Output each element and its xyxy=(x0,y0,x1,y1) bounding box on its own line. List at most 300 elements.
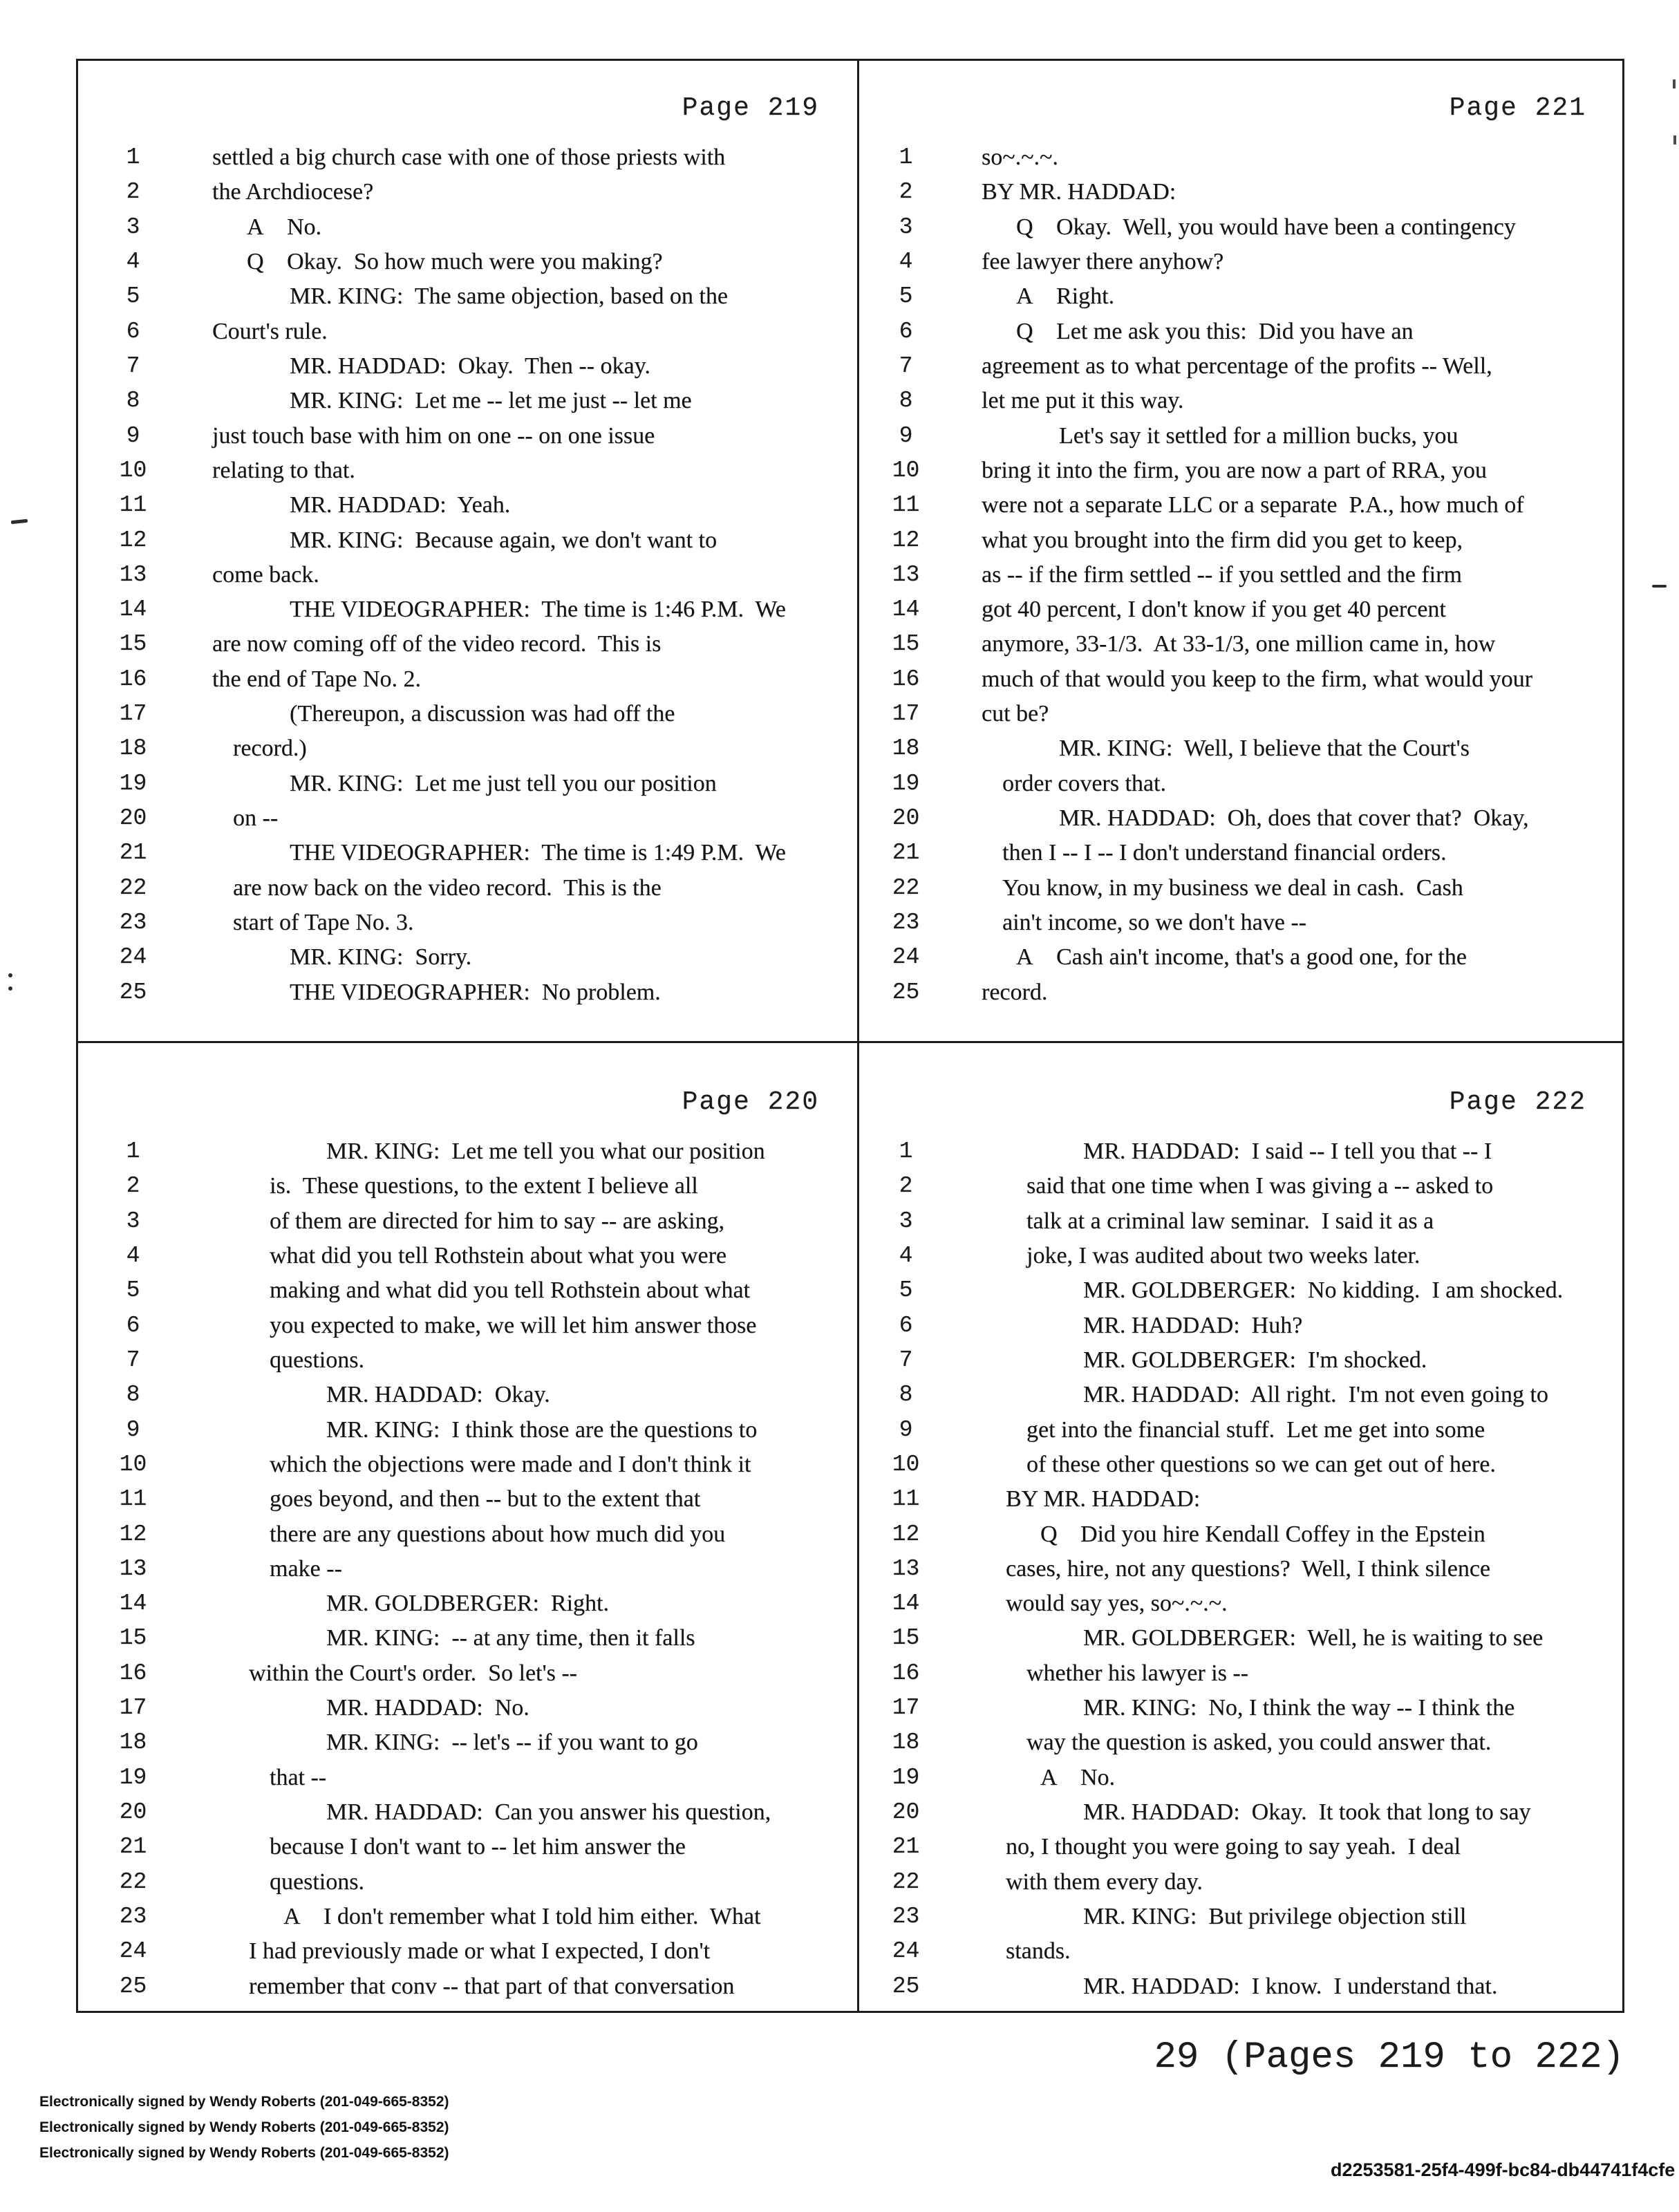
line-text: MR. HADDAD: I know. I understand that. xyxy=(1083,1974,1498,1999)
line-text: as -- if the firm settled -- if you settled and the firm xyxy=(982,562,1462,588)
line-number: 14 xyxy=(892,1591,920,1616)
transcript-line xyxy=(76,175,857,210)
line-text: let me put it this way. xyxy=(982,388,1184,413)
line-text: the end of Tape No. 2. xyxy=(212,666,421,692)
line-text: THE VIDEOGRAPHER: The time is 1:49 P.M. We xyxy=(290,840,786,865)
line-number: 21 xyxy=(892,840,920,865)
page-header: Page 222 xyxy=(1449,1087,1586,1117)
line-text: joke, I was audited about two weeks later. xyxy=(1026,1243,1420,1268)
transcript-line xyxy=(859,419,1624,454)
line-text: the Archdiocese? xyxy=(212,179,374,205)
transcript-page-222 xyxy=(859,1043,1624,2010)
transcript-line xyxy=(859,731,1624,767)
transcript-line xyxy=(76,1830,857,1865)
line-number: 4 xyxy=(126,1243,140,1268)
line-number: 22 xyxy=(119,875,147,901)
line-text: making and what did you tell Rothstein about what xyxy=(270,1277,751,1303)
transcript-line xyxy=(859,523,1624,559)
line-text: fee lawyer there anyhow? xyxy=(982,249,1224,274)
line-number: 21 xyxy=(119,1834,147,1859)
line-text: A No. xyxy=(1040,1761,1115,1795)
line-number: 1 xyxy=(126,144,140,170)
line-number: 21 xyxy=(119,840,147,865)
transcript-line xyxy=(859,453,1624,489)
line-text: bring it into the firm, you are now a part of RRA, you xyxy=(982,458,1487,483)
transcript-line xyxy=(76,488,857,523)
line-number: 11 xyxy=(119,1486,147,1512)
transcript-line xyxy=(859,1830,1624,1865)
line-text: which the objections were made and I don't think it xyxy=(270,1452,751,1477)
transcript-line xyxy=(859,1865,1624,1900)
transcript-line xyxy=(859,1482,1624,1517)
line-text: way the question is asked, you could answer that. xyxy=(1026,1730,1492,1755)
line-number: 8 xyxy=(899,1382,913,1407)
line-text: get into the financial stuff. Let me get into some xyxy=(1026,1417,1485,1443)
transcript-line xyxy=(76,1239,857,1274)
line-number: 12 xyxy=(119,527,147,553)
line-text: MR. KING: Let me tell you what our position xyxy=(326,1138,765,1164)
line-number: 20 xyxy=(892,1799,920,1825)
line-number: 12 xyxy=(892,527,920,553)
line-text: talk at a criminal law seminar. I said it as a xyxy=(1026,1208,1434,1234)
line-number: 24 xyxy=(892,1938,920,1964)
line-number: 17 xyxy=(119,701,147,727)
line-text: come back. xyxy=(212,562,319,588)
line-number: 21 xyxy=(892,1834,920,1859)
line-text: Q Okay. Well, you would have been a contingency xyxy=(1016,210,1516,245)
line-text: is. These questions, to the extent I believe all xyxy=(270,1173,698,1199)
line-text: were not a separate LLC or a separate P.A., how much of xyxy=(982,492,1524,518)
transcript-line xyxy=(859,836,1624,871)
line-text: within the Court's order. So let's -- xyxy=(249,1660,577,1686)
line-text: A Cash ain't income, that's a good one, for the xyxy=(1016,940,1467,975)
line-number: 10 xyxy=(119,458,147,483)
line-text: MR. GOLDBERGER: Well, he is waiting to see xyxy=(1083,1625,1544,1651)
scan-artifact-colon-left xyxy=(8,973,12,977)
transcript-line xyxy=(859,1413,1624,1448)
line-text: A No. xyxy=(247,210,321,245)
line-number: 5 xyxy=(899,1277,913,1303)
transcript-line xyxy=(859,384,1624,419)
transcript-line xyxy=(76,1969,857,2005)
line-text: much of that would you keep to the firm, what would your xyxy=(982,666,1532,692)
line-number: 2 xyxy=(899,179,913,205)
transcript-line xyxy=(76,1552,857,1587)
line-number: 23 xyxy=(119,1904,147,1929)
transcript-line xyxy=(76,245,857,280)
line-number: 20 xyxy=(119,805,147,831)
transcript-line xyxy=(76,1621,857,1656)
transcript-line xyxy=(859,1447,1624,1483)
transcript-line xyxy=(76,767,857,802)
line-text: whether his lawyer is -- xyxy=(1026,1660,1249,1686)
line-number: 24 xyxy=(119,1938,147,1964)
line-text: anymore, 33-1/3. At 33-1/3, one million came in, how xyxy=(982,631,1496,657)
line-number: 1 xyxy=(899,144,913,170)
line-number: 4 xyxy=(126,249,140,274)
line-text: cases, hire, not any questions? Well, I think silence xyxy=(1006,1556,1491,1582)
line-text: A I don't remember what I told him either. What xyxy=(283,1900,760,1934)
line-text: MR. KING: The same objection, based on the xyxy=(290,283,728,309)
transcript-line xyxy=(76,1934,857,1969)
signature-block xyxy=(39,2089,449,2166)
line-text: MR. KING: Well, I believe that the Court's xyxy=(1059,735,1470,761)
line-text: A Right. xyxy=(1016,279,1114,314)
line-text: MR. KING: -- let's -- if you want to go xyxy=(326,1730,698,1755)
line-text: said that one time when I was giving a -- asked to xyxy=(1026,1173,1494,1199)
line-number: 15 xyxy=(119,1625,147,1651)
transcript-line xyxy=(76,1169,857,1204)
qa-prefix: Q xyxy=(1016,319,1033,344)
line-text: MR. HADDAD: No. xyxy=(326,1695,529,1721)
line-text: MR. KING: -- at any time, then it falls xyxy=(326,1625,695,1651)
line-number: 4 xyxy=(899,1243,913,1268)
line-number: 5 xyxy=(126,283,140,309)
line-text: MR. HADDAD: Yeah. xyxy=(290,492,511,518)
line-number: 7 xyxy=(899,1347,913,1373)
line-number: 1 xyxy=(899,1138,913,1164)
transcript-line xyxy=(76,906,857,941)
line-number: 11 xyxy=(892,1486,920,1512)
transcript-line xyxy=(76,975,857,1011)
line-text: Q Did you hire Kendall Coffey in the Epstein xyxy=(1040,1517,1485,1552)
line-text: just touch base with him on one -- on one issue xyxy=(212,423,655,449)
line-number: 25 xyxy=(119,1974,147,1999)
line-number: 23 xyxy=(892,1904,920,1929)
transcript-line xyxy=(859,1795,1624,1830)
transcript-line xyxy=(859,662,1624,697)
transcript-line xyxy=(76,1761,857,1796)
line-number: 7 xyxy=(126,353,140,379)
transcript-line xyxy=(76,558,857,593)
line-text: what did you tell Rothstein about what you were xyxy=(270,1243,726,1268)
line-number: 22 xyxy=(892,875,920,901)
line-text: are now back on the video record. This is the xyxy=(233,875,662,901)
transcript-line xyxy=(76,1900,857,1935)
transcript-line xyxy=(859,1343,1624,1378)
line-number: 20 xyxy=(119,1799,147,1825)
line-text: with them every day. xyxy=(1006,1869,1203,1895)
line-number: 1 xyxy=(126,1138,140,1164)
line-text: ain't income, so we don't have -- xyxy=(1002,910,1306,935)
line-text: no, I thought you were going to say yeah. I deal xyxy=(1006,1834,1461,1859)
transcript-line xyxy=(859,871,1624,906)
line-text: would say yes, so~.~.~. xyxy=(1006,1591,1228,1616)
transcript-line xyxy=(76,1795,857,1830)
transcript-line xyxy=(859,1517,1624,1553)
line-text: of these other questions so we can get out of here. xyxy=(1026,1452,1496,1477)
transcript-line xyxy=(76,384,857,419)
transcript-line xyxy=(76,140,857,176)
qa-prefix: A xyxy=(1016,944,1033,970)
transcript-line xyxy=(76,1691,857,1726)
transcript-line xyxy=(859,1378,1624,1413)
line-text: MR. HADDAD: I said -- I tell you that -- I xyxy=(1083,1138,1492,1164)
line-text: (Thereupon, a discussion was had off the xyxy=(290,701,675,727)
transcript-line xyxy=(76,419,857,454)
line-number: 5 xyxy=(899,283,913,309)
line-number: 20 xyxy=(892,805,920,831)
line-number: 25 xyxy=(892,1974,920,1999)
transcript-line xyxy=(76,1204,857,1239)
transcript-line xyxy=(859,558,1624,593)
transcript-line xyxy=(859,488,1624,523)
transcript-line xyxy=(859,767,1624,802)
line-number: 13 xyxy=(892,562,920,588)
line-number: 16 xyxy=(892,1660,920,1686)
line-number: 9 xyxy=(899,423,913,449)
line-number: 3 xyxy=(899,214,913,240)
line-number: 9 xyxy=(126,1417,140,1443)
transcript-line xyxy=(859,940,1624,975)
line-number: 3 xyxy=(126,1208,140,1234)
line-text: questions. xyxy=(270,1869,364,1895)
line-number: 18 xyxy=(119,735,147,761)
transcript-line xyxy=(859,1169,1624,1204)
transcript-line xyxy=(859,975,1624,1011)
transcript-line xyxy=(76,1309,857,1344)
transcript-line xyxy=(76,523,857,559)
line-text: that -- xyxy=(270,1765,327,1790)
line-number: 23 xyxy=(892,910,920,935)
line-number: 14 xyxy=(119,597,147,622)
line-text: relating to that. xyxy=(212,458,355,483)
transcript-line xyxy=(76,1482,857,1517)
transcript-line xyxy=(76,836,857,871)
line-number: 6 xyxy=(126,1313,140,1338)
page-header: Page 220 xyxy=(682,1087,819,1117)
line-text: MR. KING: No, I think the way -- I think the xyxy=(1083,1695,1515,1721)
line-text: MR. KING: But privilege objection still xyxy=(1083,1904,1467,1929)
line-number: 2 xyxy=(126,1173,140,1199)
line-number: 14 xyxy=(892,597,920,622)
line-text: BY MR. HADDAD: xyxy=(982,179,1176,205)
line-number: 13 xyxy=(892,1556,920,1582)
line-number: 19 xyxy=(892,1765,920,1790)
transcript-line xyxy=(76,1134,857,1170)
footer-page-range: 29 (Pages 219 to 222) xyxy=(1154,2036,1624,2079)
transcript-line xyxy=(76,315,857,350)
line-text: MR. HADDAD: All right. I'm not even going to xyxy=(1083,1382,1548,1407)
transcript-line xyxy=(76,1586,857,1622)
line-text: got 40 percent, I don't know if you get 40 percent xyxy=(982,597,1446,622)
transcript-line xyxy=(76,801,857,836)
transcript-line xyxy=(76,1725,857,1761)
line-text: MR. HADDAD: Huh? xyxy=(1083,1313,1303,1338)
transcript-line xyxy=(859,1725,1624,1761)
line-text: are now coming off of the video record. This is xyxy=(212,631,662,657)
line-text: MR. KING: Because again, we don't want to xyxy=(290,527,717,553)
line-number: 7 xyxy=(899,353,913,379)
line-number: 11 xyxy=(119,492,147,518)
line-text: you expected to make, we will let him answer those xyxy=(270,1313,757,1338)
transcript-line xyxy=(76,1656,857,1691)
transcript-line xyxy=(76,697,857,732)
line-text: Let's say it settled for a million bucks, you xyxy=(1059,423,1458,449)
line-number: 12 xyxy=(119,1521,147,1547)
transcript-line xyxy=(76,627,857,662)
line-text: MR. HADDAD: Oh, does that cover that? Okay, xyxy=(1059,805,1529,831)
transcript-line xyxy=(859,1204,1624,1239)
line-text: goes beyond, and then -- but to the extent that xyxy=(270,1486,701,1512)
transcript-line xyxy=(859,1691,1624,1726)
line-number: 17 xyxy=(892,701,920,727)
transcript-line xyxy=(76,349,857,384)
transcript-line xyxy=(76,871,857,906)
line-number: 6 xyxy=(899,1313,913,1338)
transcript-line xyxy=(859,1134,1624,1170)
line-number: 3 xyxy=(126,214,140,240)
transcript-line xyxy=(859,1621,1624,1656)
line-number: 5 xyxy=(126,1277,140,1303)
line-text: remember that conv -- that part of that conversation xyxy=(249,1974,735,1999)
line-text: cut be? xyxy=(982,701,1049,727)
transcript-line xyxy=(859,697,1624,732)
transcript-page-220 xyxy=(76,1043,857,2010)
transcript-line xyxy=(76,731,857,767)
line-number: 2 xyxy=(899,1173,913,1199)
line-number: 17 xyxy=(119,1695,147,1721)
transcript-line xyxy=(76,1517,857,1553)
transcript-line xyxy=(859,1969,1624,2005)
transcript-page-219 xyxy=(76,59,857,1041)
line-text: because I don't want to -- let him answer the xyxy=(270,1834,686,1859)
transcript-line xyxy=(859,1309,1624,1344)
transcript-line xyxy=(859,1934,1624,1969)
signature-line: Electronically signed by Wendy Roberts (201-049-665-8352) xyxy=(39,2119,449,2135)
scan-artifact-dash-left xyxy=(11,519,28,524)
qa-prefix: Q xyxy=(1040,1521,1058,1547)
line-number: 6 xyxy=(126,319,140,344)
transcript-line xyxy=(859,349,1624,384)
line-text: MR. GOLDBERGER: I'm shocked. xyxy=(1083,1347,1427,1373)
line-text: record. xyxy=(982,980,1048,1005)
line-number: 22 xyxy=(119,1869,147,1895)
qa-prefix: Q xyxy=(1016,214,1033,240)
qa-prefix: A xyxy=(1040,1765,1058,1790)
qa-prefix: A xyxy=(283,1904,301,1929)
line-number: 9 xyxy=(899,1417,913,1443)
transcript-line xyxy=(859,1239,1624,1274)
qa-prefix: Q xyxy=(247,249,264,274)
scan-artifact-dot xyxy=(1673,135,1676,144)
line-text: on -- xyxy=(233,805,279,831)
transcript-line xyxy=(76,1378,857,1413)
line-text: MR. GOLDBERGER: Right. xyxy=(326,1591,609,1616)
line-text: make -- xyxy=(270,1556,342,1582)
line-number: 7 xyxy=(126,1347,140,1373)
line-number: 15 xyxy=(892,1625,920,1651)
line-text: MR. KING: Let me just tell you our position xyxy=(290,771,717,796)
line-text: MR. HADDAD: Can you answer his question, xyxy=(326,1799,771,1825)
line-text: what you brought into the firm did you get to keep, xyxy=(982,527,1463,553)
line-text: MR. HADDAD: Okay. It took that long to say xyxy=(1083,1799,1531,1825)
line-text: Q Let me ask you this: Did you have an xyxy=(1016,315,1414,349)
line-number: 11 xyxy=(892,492,920,518)
transcript-line xyxy=(859,1761,1624,1796)
line-number: 22 xyxy=(892,1869,920,1895)
line-text: BY MR. HADDAD: xyxy=(1006,1486,1201,1512)
line-number: 4 xyxy=(899,249,913,274)
line-number: 6 xyxy=(899,319,913,344)
transcript-line xyxy=(859,906,1624,941)
transcript-line xyxy=(859,1586,1624,1622)
line-number: 18 xyxy=(892,735,920,761)
line-text: start of Tape No. 3. xyxy=(233,910,414,935)
line-number: 10 xyxy=(892,1452,920,1477)
transcript-line xyxy=(76,1413,857,1448)
transcript-line xyxy=(859,210,1624,245)
line-number: 23 xyxy=(119,910,147,935)
transcript-line xyxy=(76,592,857,628)
line-number: 14 xyxy=(119,1591,147,1616)
line-text: THE VIDEOGRAPHER: No problem. xyxy=(290,980,661,1005)
line-number: 2 xyxy=(126,179,140,205)
line-number: 13 xyxy=(119,562,147,588)
line-text: so~.~.~. xyxy=(982,144,1058,170)
line-text: MR. HADDAD: Okay. xyxy=(326,1382,550,1407)
signature-line: Electronically signed by Wendy Roberts (201-049-665-8352) xyxy=(39,2094,449,2110)
line-text: MR. KING: Let me -- let me just -- let me xyxy=(290,388,692,413)
line-text: THE VIDEOGRAPHER: The time is 1:46 P.M. We xyxy=(290,597,786,622)
line-number: 17 xyxy=(892,1695,920,1721)
line-number: 25 xyxy=(892,980,920,1005)
line-number: 13 xyxy=(119,1556,147,1582)
transcript-line xyxy=(859,279,1624,315)
line-number: 15 xyxy=(892,631,920,657)
transcript-line xyxy=(859,1273,1624,1309)
transcript-line xyxy=(859,1552,1624,1587)
line-text: of them are directed for him to say -- are asking, xyxy=(270,1208,725,1234)
line-text: MR. HADDAD: Okay. Then -- okay. xyxy=(290,353,650,379)
transcript-line xyxy=(859,140,1624,176)
transcript-line xyxy=(859,245,1624,280)
transcript-line xyxy=(859,1900,1624,1935)
transcript-line xyxy=(859,801,1624,836)
line-text: Q Okay. So how much were you making? xyxy=(247,245,663,279)
line-number: 19 xyxy=(119,1765,147,1790)
line-text: there are any questions about how much did you xyxy=(270,1521,726,1547)
transcript-line xyxy=(76,210,857,245)
line-text: settled a big church case with one of those priests with xyxy=(212,144,726,170)
line-number: 15 xyxy=(119,631,147,657)
transcript-line xyxy=(76,940,857,975)
transcript-line xyxy=(76,279,857,315)
transcript-line xyxy=(859,175,1624,210)
transcript-line xyxy=(76,453,857,489)
line-number: 16 xyxy=(892,666,920,692)
line-number: 25 xyxy=(119,980,147,1005)
scan-artifact-dot xyxy=(1673,79,1676,88)
line-number: 10 xyxy=(119,1452,147,1477)
line-number: 16 xyxy=(119,1660,147,1686)
line-number: 18 xyxy=(119,1730,147,1755)
line-text: order covers that. xyxy=(1002,771,1166,796)
transcript-line xyxy=(859,1656,1624,1691)
line-number: 16 xyxy=(119,666,147,692)
line-text: then I -- I -- I don't understand financial orders. xyxy=(1002,840,1447,865)
qa-prefix: A xyxy=(247,214,264,240)
qa-prefix: A xyxy=(1016,283,1033,309)
line-text: MR. KING: Sorry. xyxy=(290,944,472,970)
document-id: d2253581-25f4-499f-bc84-db44741f4cfe xyxy=(1331,2159,1676,2180)
line-text: agreement as to what percentage of the profits -- Well, xyxy=(982,353,1492,379)
transcript-page-221 xyxy=(859,59,1624,1041)
line-number: 19 xyxy=(119,771,147,796)
scan-artifact-dash-right xyxy=(1652,585,1667,588)
line-text: MR. KING: I think those are the questions to xyxy=(326,1417,758,1443)
line-number: 24 xyxy=(892,944,920,970)
